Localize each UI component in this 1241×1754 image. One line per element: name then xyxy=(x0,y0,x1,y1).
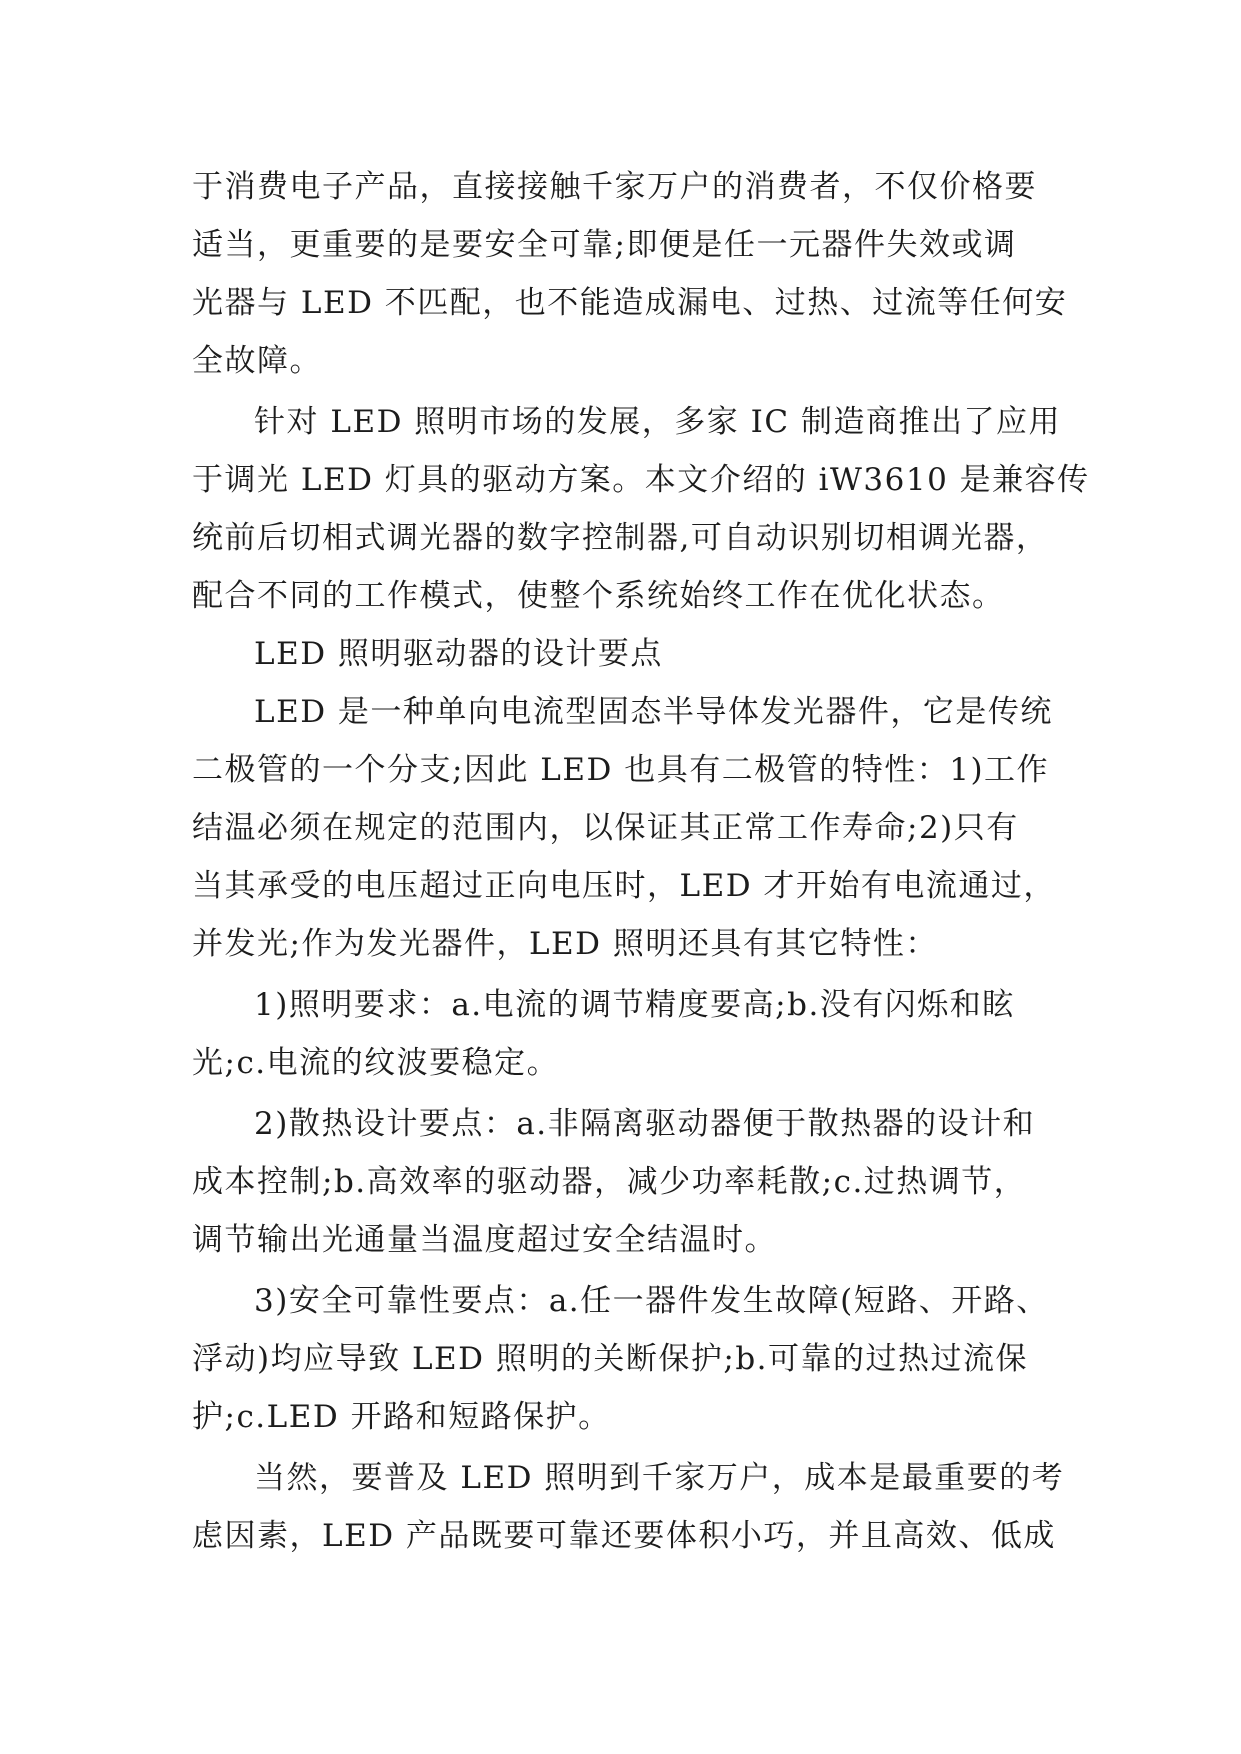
text-line: 并发光;作为发光器件，LED 照明还具有其它特性： xyxy=(192,926,938,962)
text-line: 调节输出光通量当温度超过安全结温时。 xyxy=(192,1222,777,1258)
text-line: 二极管的一个分支;因此 LED 也具有二极管的特性：1)工作 xyxy=(192,752,1050,788)
text-line: 光;c.电流的纹波要稳定。 xyxy=(192,1045,560,1081)
text-line: 浮动)均应导致 LED 照明的关断保护;b.可靠的过热过流保 xyxy=(192,1341,1029,1377)
paragraph-start-line: 针对 LED 照明市场的发展，多家 IC 制造商推出了应用 xyxy=(254,404,1061,440)
text-line: 护;c.LED 开路和短路保护。 xyxy=(192,1399,611,1435)
paragraph-start-line: 当然，要普及 LED 照明到千家万户，成本是最重要的考 xyxy=(254,1460,1065,1496)
text-line: 结温必须在规定的范围内，以保证其正常工作寿命;2)只有 xyxy=(192,810,1019,846)
text-line: 虑因素，LED 产品既要可靠还要体积小巧，并且高效、低成 xyxy=(192,1518,1056,1554)
text-line: 配合不同的工作模式，使整个系统始终工作在优化状态。 xyxy=(192,578,1005,614)
section-heading: LED 照明驱动器的设计要点 xyxy=(254,636,663,672)
text-line: 光器与 LED 不匹配，也不能造成漏电、过热、过流等任何安 xyxy=(192,285,1068,321)
text-line: 适当，更重要的是要安全可靠;即便是任一元器件失效或调 xyxy=(192,227,1017,263)
list-item-line: 2)散热设计要点：a.非隔离驱动器便于散热器的设计和 xyxy=(254,1106,1036,1142)
list-item-line: 3)安全可靠性要点：a.任一器件发生故障(短路、开路、 xyxy=(254,1283,1049,1319)
text-line: 成本控制;b.高效率的驱动器，减少功率耗散;c.过热调节， xyxy=(192,1164,1027,1200)
text-line: 统前后切相式调光器的数字控制器,可自动识别切相调光器， xyxy=(192,520,1049,556)
document-body xyxy=(192,158,1090,1565)
text-line: 全故障。 xyxy=(192,343,322,379)
text-line: 于消费电子产品，直接接触千家万户的消费者，不仅价格要 xyxy=(192,169,1037,205)
text-line: 当其承受的电压超过正向电压时，LED 才开始有电流通过， xyxy=(192,868,1056,904)
paragraph-start-line: LED 是一种单向电流型固态半导体发光器件，它是传统 xyxy=(254,694,1053,730)
text-line: 于调光 LED 灯具的驱动方案。本文介绍的 iW3610 是兼容传 xyxy=(192,462,1090,498)
list-item-line: 1)照明要求：a.电流的调节精度要高;b.没有闪烁和眩 xyxy=(254,987,1015,1023)
